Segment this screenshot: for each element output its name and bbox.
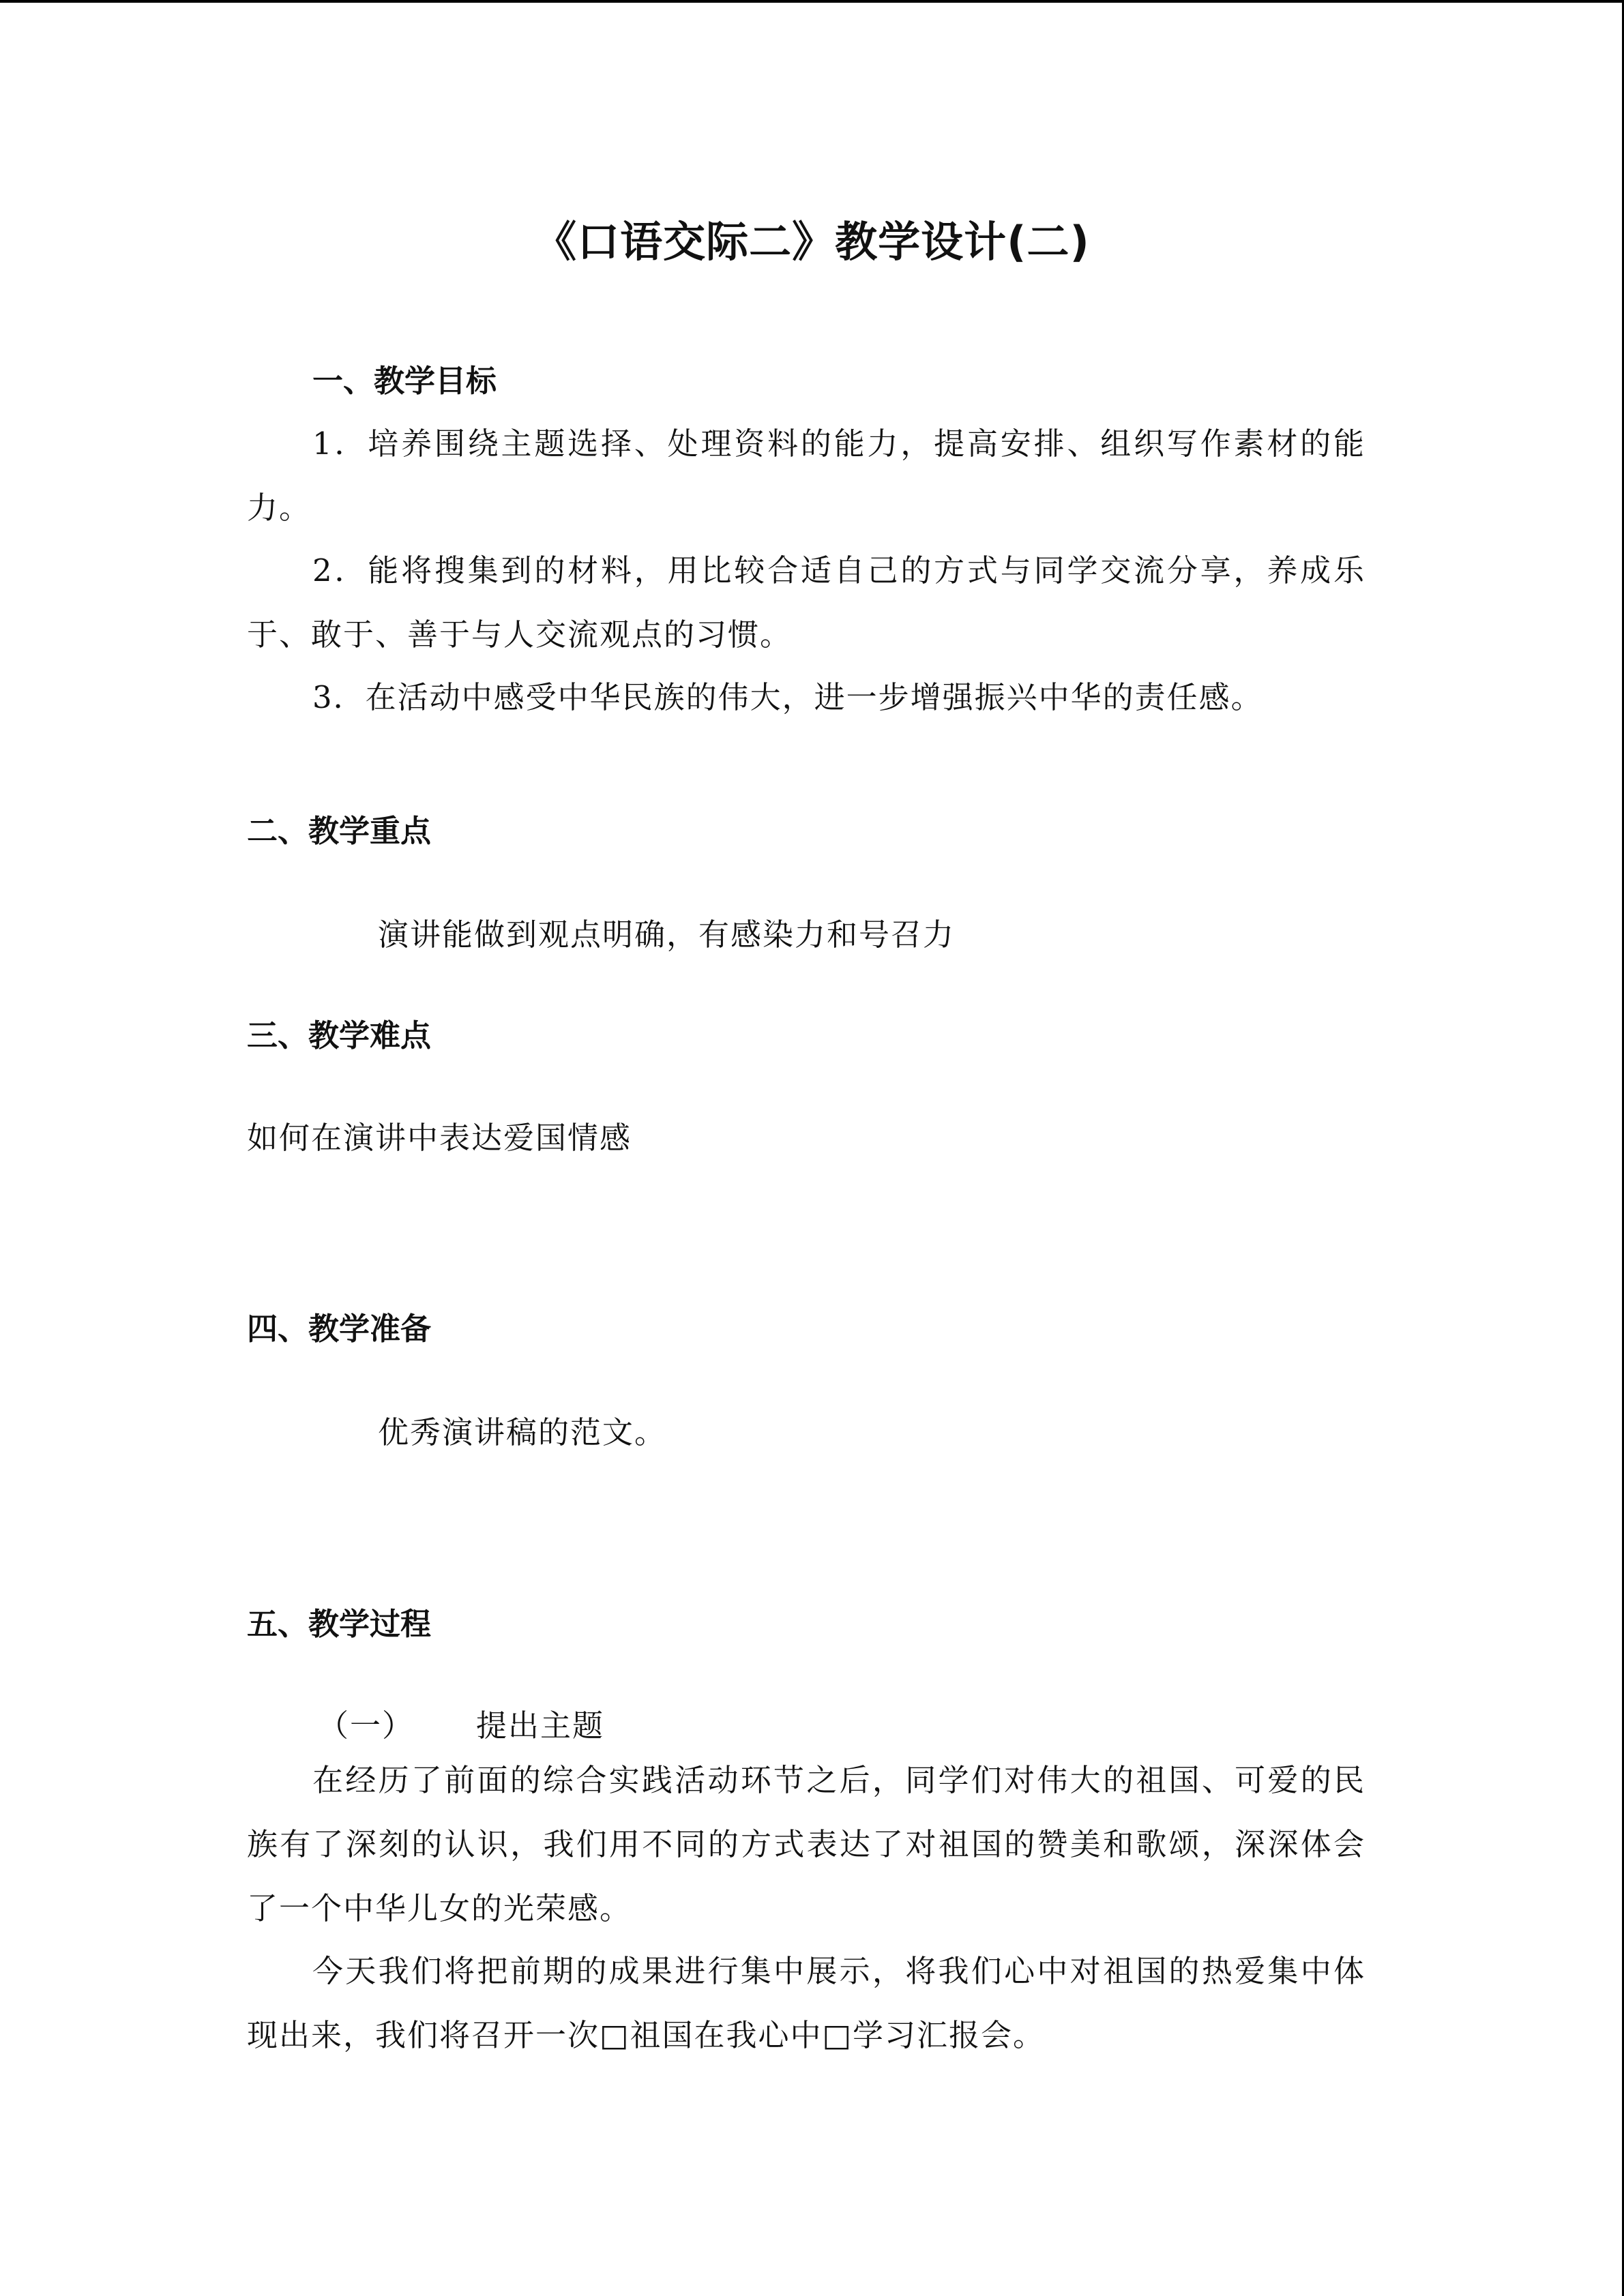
difficulties-text: 如何在演讲中表达爱国情感 bbox=[247, 1120, 632, 1156]
process-step-title: 提出主题 bbox=[476, 1708, 605, 1744]
objective-item-2: 2．能将搜集到的材料，用比较合适自己的方式与同学交流分享，养成乐于、敢于、善于与人交流观点的习惯。 bbox=[247, 552, 1365, 653]
process-heading: 五、教学过程 bbox=[247, 1606, 432, 1642]
key-points-heading: 二、教学重点 bbox=[247, 813, 432, 849]
objective-item-3: 3．在活动中感受中华民族的伟大，进一步增强振兴中华的责任感。 bbox=[312, 679, 1263, 715]
top-border bbox=[0, 0, 1624, 3]
objectives-heading: 一、教学目标 bbox=[312, 363, 497, 399]
difficulties-heading: 三、教学难点 bbox=[247, 1017, 432, 1054]
process-step-number: （一） bbox=[318, 1708, 415, 1744]
process-paragraph-1: 在经历了前面的综合实践活动环节之后，同学们对伟大的祖国、可爱的民族有了深刻的认识，我们用不同的方式表达了对祖国的赞美和歌颂，深深体会了一个中华儿女的光荣感。 bbox=[247, 1762, 1365, 1926]
document-title: 《口语交际二》教学设计(二) bbox=[534, 217, 1090, 267]
process-paragraph-2: 今天我们将把前期的成果进行集中展示，将我们心中对祖国的热爱集中体现出来，我们将召开一次□祖国在我心中□学习汇报会。 bbox=[247, 1953, 1365, 2053]
preparation-text: 优秀演讲稿的范文。 bbox=[378, 1414, 667, 1450]
key-points-text: 演讲能做到观点明确，有感染力和号召力 bbox=[378, 916, 956, 953]
preparation-heading: 四、教学准备 bbox=[247, 1311, 432, 1347]
objective-item-1: 1．培养围绕主题选择、处理资料的能力，提高安排、组织写作素材的能力。 bbox=[247, 426, 1365, 526]
